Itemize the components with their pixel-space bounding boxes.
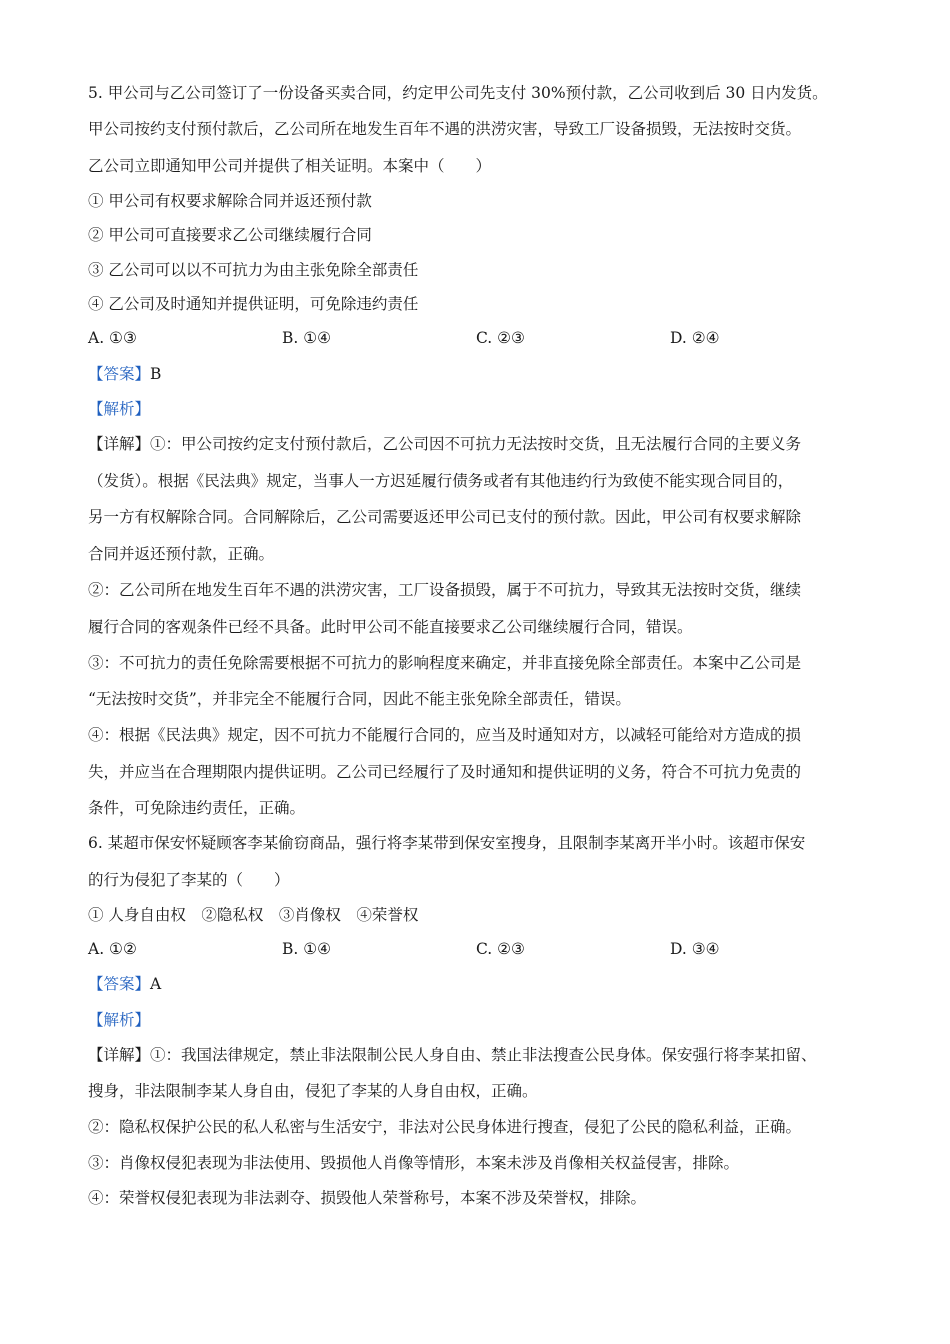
question-5-detail-line-1 — [88, 433, 801, 455]
question-5-detail-line-11: 条件，可免除违约责任，正确。 — [88, 799, 306, 817]
question-5-answer — [88, 363, 161, 385]
question-6-detail-line-4: ③：肖像权侵犯表现为非法使用、毁损他人肖像等情形，本案未涉及肖像相关权益侵害，排除。 — [88, 1154, 740, 1172]
answer-tag: 【答案】 — [88, 975, 151, 993]
question-5-statement-4: ④ 乙公司及时通知并提供证明，可免除违约责任 — [88, 295, 419, 313]
question-6-stem-line-1: 6. 某超市保安怀疑顾客李某偷窃商品，强行将李某带到保安室搜身，且限制李某离开半小时。该超市保安 — [88, 834, 806, 852]
detail-text: ①：我国法律规定，禁止非法限制公民人身自由、禁止非法搜查公民身体。保安强行将李某扣留、 — [150, 1046, 817, 1064]
question-5-options — [88, 327, 868, 349]
question-5-analysis-tag — [88, 398, 150, 420]
question-5-stem-line-3: 乙公司立即通知甲公司并提供了相关证明。本案中（ ） — [88, 157, 492, 175]
answer-value: A — [150, 975, 162, 993]
question-6-option-d: D. ③④ — [670, 940, 720, 958]
question-5-option-c: C. ②③ — [476, 329, 525, 347]
question-5-stem-line-2: 甲公司按约支付预付款后，乙公司所在地发生百年不遇的洪涝灾害，导致工厂设备损毁，无法按时交货。 — [88, 120, 802, 138]
question-6-option-a: A. ①② — [88, 940, 137, 958]
question-6-detail-line-2: 搜身，非法限制李某人身自由，侵犯了李某的人身自由权，正确。 — [88, 1082, 538, 1100]
question-5-detail-line-5: ②：乙公司所在地发生百年不遇的洪涝灾害，工厂设备损毁，属于不可抗力，导致其无法按时交货，继续 — [88, 581, 802, 599]
question-5-option-b: B. ①④ — [282, 329, 332, 347]
question-6-option-c: C. ②③ — [476, 940, 525, 958]
question-6-analysis-tag — [88, 1009, 150, 1031]
question-6-answer — [88, 973, 161, 995]
question-5-option-d: D. ②④ — [670, 329, 720, 347]
question-5-option-a: A. ①③ — [88, 329, 137, 347]
question-6-detail-line-1 — [88, 1044, 817, 1066]
question-5-detail-line-4: 合同并返还预付款，正确。 — [88, 545, 275, 563]
detail-tag: 【详解】 — [88, 435, 151, 453]
question-6-option-b: B. ①④ — [282, 940, 332, 958]
question-5-statement-1: ① 甲公司有权要求解除合同并返还预付款 — [88, 192, 372, 210]
answer-tag: 【答案】 — [88, 365, 151, 383]
question-5-statement-2: ② 甲公司可直接要求乙公司继续履行合同 — [88, 226, 372, 244]
question-6-detail-line-3: ②：隐私权保护公民的私人私密与生活安宁，非法对公民身体进行搜查，侵犯了公民的隐私利益，正确。 — [88, 1118, 802, 1136]
question-6-options — [88, 938, 868, 960]
answer-value: B — [150, 365, 162, 383]
question-6-statements: ① 人身自由权 ②隐私权 ③肖像权 ④荣誉权 — [88, 906, 419, 924]
question-5-detail-line-2: （发货）。根据《民法典》规定，当事人一方迟延履行债务或者有其他违约行为致使不能实现合同目的， — [88, 472, 794, 490]
question-6-detail-line-5: ④：荣誉权侵犯表现为非法剥夺、损毁他人荣誉称号，本案不涉及荣誉权，排除。 — [88, 1189, 647, 1207]
question-6-stem-line-2: 的行为侵犯了李某的（ ） — [88, 871, 290, 889]
question-5-stem-line-1: 5. 甲公司与乙公司签订了一份设备买卖合同，约定甲公司先支付 30%预付款，乙公司收到后 30 日内发货。 — [88, 84, 828, 102]
detail-tag: 【详解】 — [88, 1046, 151, 1064]
question-5-detail-line-7: ③：不可抗力的责任免除需要根据不可抗力的影响程度来确定，并非直接免除全部责任。本案中乙公司是 — [88, 654, 802, 672]
question-5-detail-line-3: 另一方有权解除合同。合同解除后，乙公司需要返还甲公司已支付的预付款。因此，甲公司有权要求解除 — [88, 508, 802, 526]
question-5-detail-line-10: 失，并应当在合理期限内提供证明。乙公司已经履行了及时通知和提供证明的义务，符合不可抗力免责的 — [88, 763, 802, 781]
detail-text: ①：甲公司按约定支付预付款后，乙公司因不可抗力无法按时交货，且无法履行合同的主要义务 — [150, 435, 802, 453]
analysis-tag: 【解析】 — [88, 1011, 151, 1029]
question-5-detail-line-9: ④：根据《民法典》规定，因不可抗力不能履行合同的，应当及时通知对方，以减轻可能给对方造成的损 — [88, 726, 802, 744]
question-5-detail-line-8: “无法按时交货”，并非完全不能履行合同，因此不能主张免除全部责任，错误。 — [88, 690, 631, 708]
question-5-detail-line-6: 履行合同的客观条件已经不具备。此时甲公司不能直接要求乙公司继续履行合同，错误。 — [88, 618, 693, 636]
question-5-statement-3: ③ 乙公司可以以不可抗力为由主张免除全部责任 — [88, 261, 419, 279]
analysis-tag: 【解析】 — [88, 400, 151, 418]
